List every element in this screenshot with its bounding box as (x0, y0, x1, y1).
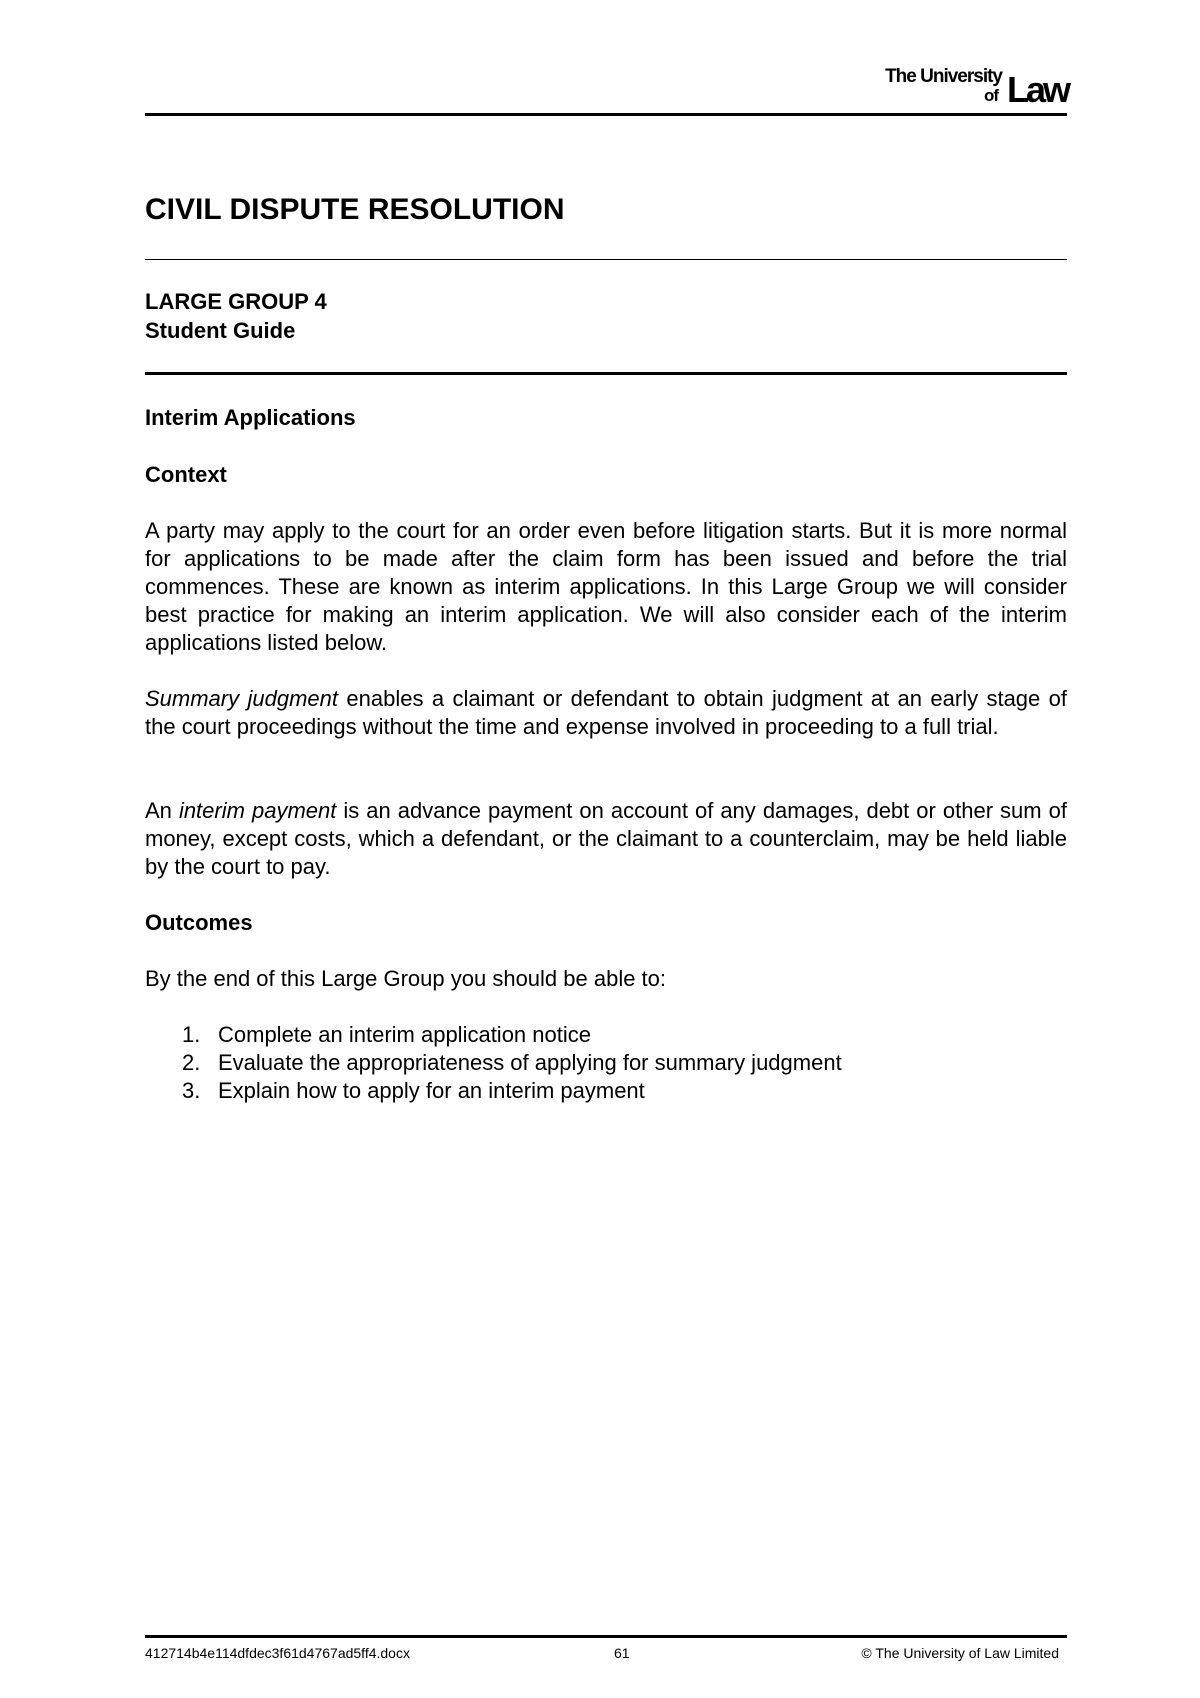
summary-judgment-paragraph (145, 685, 1067, 741)
header-rule (145, 113, 1067, 116)
summary-judgment-term: Summary judgment (145, 686, 339, 711)
list-item-number: 3. (182, 1078, 201, 1103)
summary-judgment-text: enables a claimant or defendant to obtain judgment at an early stage of the court proceedings without the time and expense involved in proceeding to a full trial. (145, 686, 1067, 739)
outcomes-heading: Outcomes (145, 910, 253, 935)
interim-payment-term: interim payment (178, 798, 337, 823)
document-title: CIVIL DISPUTE RESOLUTION (145, 193, 565, 226)
list-item (145, 1049, 1067, 1077)
footer-copyright: © The University of Law Limited (861, 1645, 1059, 1661)
list-item-number: 2. (182, 1050, 201, 1075)
title-rule (145, 259, 1067, 260)
list-item-text: Evaluate the appropriateness of applying for summary judgment (218, 1050, 842, 1075)
logo-text-law: Law (1006, 69, 1068, 110)
footer-rule (145, 1635, 1067, 1638)
outcomes-intro: By the end of this Large Group you should be able to: (145, 966, 667, 991)
guide-label: Student Guide (145, 318, 296, 343)
interim-payment-paragraph (145, 797, 1067, 881)
section-rule (145, 372, 1067, 375)
footer-page-number: 61 (614, 1645, 630, 1661)
list-item (145, 1021, 1067, 1049)
interim-payment-text: is an advance payment on account of any damages, debt or other sum of money, except costs, which a defendant, or the claimant to a counterclaim, may be held liable by the court to pay. (145, 798, 1067, 879)
interim-payment-lead: An (145, 798, 179, 823)
context-heading: Context (145, 462, 227, 487)
university-logo (858, 66, 1068, 110)
footer-filename: 412714b4e114dfdec3f61d4767ad5ff4.docx (145, 1645, 410, 1661)
logo-text-of: of (983, 86, 998, 105)
list-item-text: Explain how to apply for an interim payment (218, 1078, 645, 1103)
list-item (145, 1077, 1067, 1105)
list-item-text: Complete an interim application notice (218, 1022, 591, 1047)
group-label: LARGE GROUP 4 (145, 289, 327, 314)
topic-heading: Interim Applications (145, 405, 356, 430)
list-item-number: 1. (182, 1022, 201, 1047)
context-paragraph: A party may apply to the court for an order even before litigation starts. But it is more normal for applications to be made after the claim form has been issued and before the trial commences. These are known as interim applications. In this Large Group we will consider best practice for making an interim application. We will also consider each of the interim applications listed below. (145, 518, 1067, 655)
logo-text-the-university: The University (885, 66, 1002, 87)
outcomes-list (145, 1021, 1067, 1105)
